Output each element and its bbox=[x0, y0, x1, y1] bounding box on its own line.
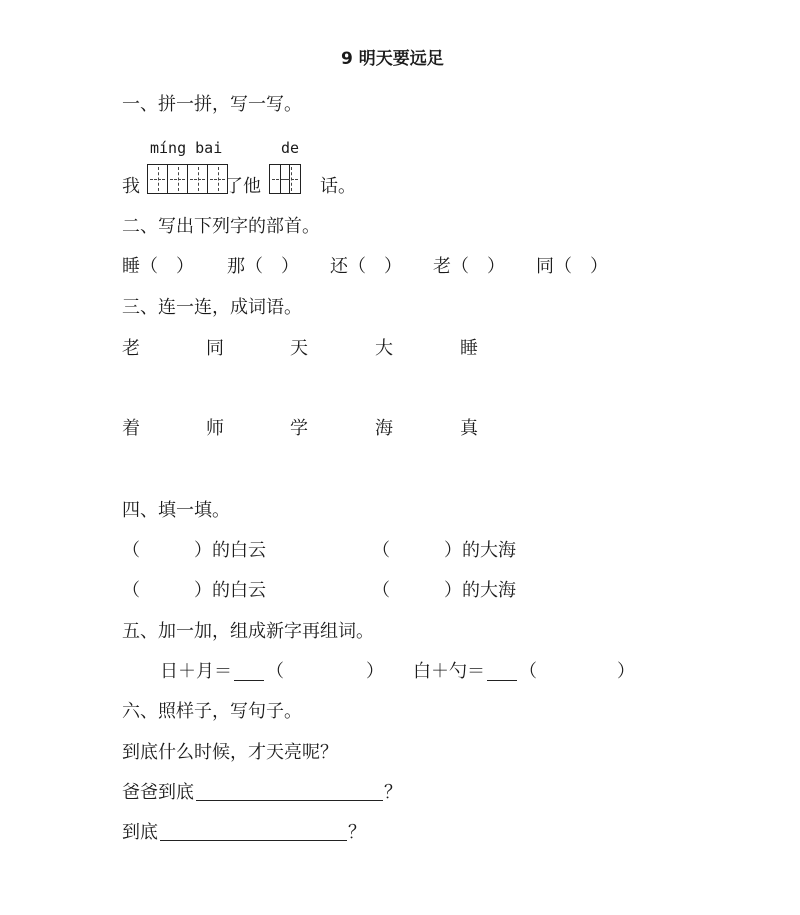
sentence-2-end: ？ bbox=[348, 822, 366, 843]
match-bottom-char[interactable]: 真 bbox=[460, 418, 478, 439]
sentence-1-start: 爸爸到底 bbox=[122, 782, 194, 803]
paren-open: （ bbox=[519, 661, 537, 682]
fill-phrase[interactable]: （ ）的大海 bbox=[372, 580, 516, 601]
match-top-char[interactable]: 同 bbox=[206, 338, 224, 359]
fill-phrase[interactable]: （ ）的大海 bbox=[372, 540, 516, 561]
paren-open: （ bbox=[266, 661, 284, 682]
fill-phrase[interactable]: （ ）的白云 bbox=[122, 580, 266, 601]
answer-blank-left[interactable] bbox=[234, 680, 264, 681]
tianzige-box-2[interactable] bbox=[167, 164, 188, 194]
combine-left-formula: 日＋月＝ bbox=[160, 661, 232, 682]
q1-text-hua: 话。 bbox=[320, 176, 356, 197]
answer-blank-right[interactable] bbox=[487, 680, 517, 681]
radical-item[interactable]: 老（ ） bbox=[433, 256, 505, 277]
fill-phrase[interactable]: （ ）的白云 bbox=[122, 540, 266, 561]
q5-heading: 五、加一加，组成新字再组词。 bbox=[122, 621, 374, 642]
q6-heading: 六、照样子，写句子。 bbox=[122, 701, 302, 722]
sentence-1-end: ？ bbox=[384, 782, 402, 803]
match-top-char[interactable]: 老 bbox=[122, 338, 140, 359]
q2-heading: 二、写出下列字的部首。 bbox=[122, 216, 320, 237]
example-sentence: 到底什么时候，才天亮呢？ bbox=[122, 742, 338, 763]
match-top-char[interactable]: 大 bbox=[375, 338, 393, 359]
sentence-2-blank[interactable] bbox=[160, 840, 347, 841]
tianzige-box-6[interactable] bbox=[280, 164, 301, 194]
paren-close: ） bbox=[617, 661, 635, 682]
match-bottom-char[interactable]: 学 bbox=[290, 418, 308, 439]
pinyin-de: de bbox=[281, 139, 300, 157]
match-bottom-char[interactable]: 师 bbox=[206, 418, 224, 439]
q3-heading: 三、连一连，成词语。 bbox=[122, 297, 302, 318]
tianzige-box-3[interactable] bbox=[187, 164, 208, 194]
match-top-char[interactable]: 睡 bbox=[460, 338, 478, 359]
tianzige-box-1[interactable] bbox=[147, 164, 168, 194]
paren-close: ） bbox=[366, 661, 384, 682]
sentence-2-start: 到底 bbox=[122, 822, 158, 843]
pinyin-mingbai: míng bai bbox=[150, 139, 223, 157]
sentence-1-blank[interactable] bbox=[196, 800, 383, 801]
q1-text-wo: 我 bbox=[122, 176, 140, 197]
radical-item[interactable]: 同（ ） bbox=[536, 256, 608, 277]
match-bottom-char[interactable]: 着 bbox=[122, 418, 140, 439]
radical-item[interactable]: 那（ ） bbox=[227, 256, 299, 277]
q4-heading: 四、填一填。 bbox=[122, 500, 230, 521]
match-bottom-char[interactable]: 海 bbox=[375, 418, 393, 439]
q1-heading: 一、拼一拼，写一写。 bbox=[122, 94, 302, 115]
radical-item[interactable]: 还（ ） bbox=[330, 256, 402, 277]
combine-right-formula: 白＋勺＝ bbox=[413, 661, 485, 682]
q1-text-lete: 了他 bbox=[225, 176, 261, 197]
match-top-char[interactable]: 天 bbox=[290, 338, 308, 359]
radical-item[interactable]: 睡（ ） bbox=[122, 256, 194, 277]
page-title: 9 明天要远足 bbox=[341, 49, 444, 69]
